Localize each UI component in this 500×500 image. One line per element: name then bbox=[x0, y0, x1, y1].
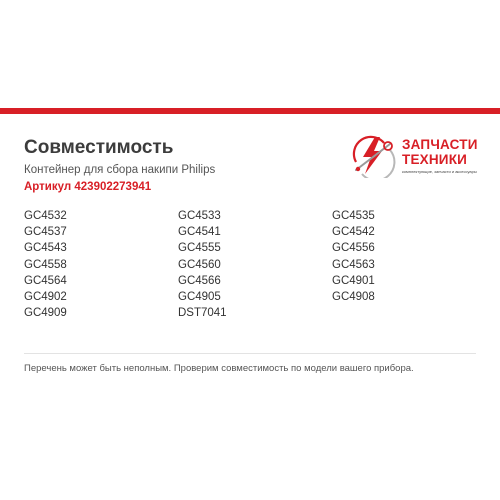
model-item: GC4563 bbox=[332, 258, 375, 271]
model-item: GC4908 bbox=[332, 290, 375, 303]
footer-divider bbox=[24, 353, 476, 354]
model-item: GC4564 bbox=[24, 274, 67, 287]
model-item: GC4543 bbox=[24, 242, 67, 255]
model-item: GC4905 bbox=[178, 290, 221, 303]
lightning-gear-icon bbox=[350, 134, 396, 178]
logo-text-line2: ТЕХНИКИ bbox=[402, 152, 468, 167]
model-item: GC4560 bbox=[178, 258, 221, 271]
disclaimer-note: Перечень может быть неполным. Проверим совместимость по модели вашего прибора. bbox=[24, 363, 414, 374]
model-item: GC4566 bbox=[178, 274, 221, 287]
compatible-models-list bbox=[24, 208, 484, 328]
models-column-1 bbox=[24, 208, 174, 321]
model-item: GC4558 bbox=[24, 258, 67, 271]
logo-text-line1: ЗАПЧАСТИ bbox=[402, 137, 478, 152]
model-item: GC4902 bbox=[24, 290, 67, 303]
page-title: Совместимость bbox=[24, 137, 174, 158]
model-item: GC4535 bbox=[332, 210, 375, 222]
brand-logo bbox=[350, 132, 480, 182]
model-item: GC4541 bbox=[178, 226, 221, 239]
product-subtitle: Контейнер для сбора накипи Philips bbox=[24, 164, 216, 176]
model-item: GC4542 bbox=[332, 226, 375, 239]
top-red-stripe bbox=[0, 108, 500, 114]
model-item: GC4533 bbox=[178, 210, 221, 222]
model-item: GC4532 bbox=[24, 210, 67, 222]
model-item: GC4556 bbox=[332, 242, 375, 255]
model-item: GC4909 bbox=[24, 307, 67, 320]
model-item: GC4555 bbox=[178, 242, 221, 255]
model-item: GC4901 bbox=[332, 274, 375, 287]
models-column-3 bbox=[332, 208, 482, 305]
article-number: Артикул 423902273941 bbox=[24, 181, 152, 193]
models-column-2 bbox=[178, 208, 328, 321]
model-item: DST7041 bbox=[178, 307, 227, 320]
logo-tagline: комплектующие, запчасти и аксессуары bbox=[402, 169, 477, 174]
model-item: GC4537 bbox=[24, 226, 67, 239]
